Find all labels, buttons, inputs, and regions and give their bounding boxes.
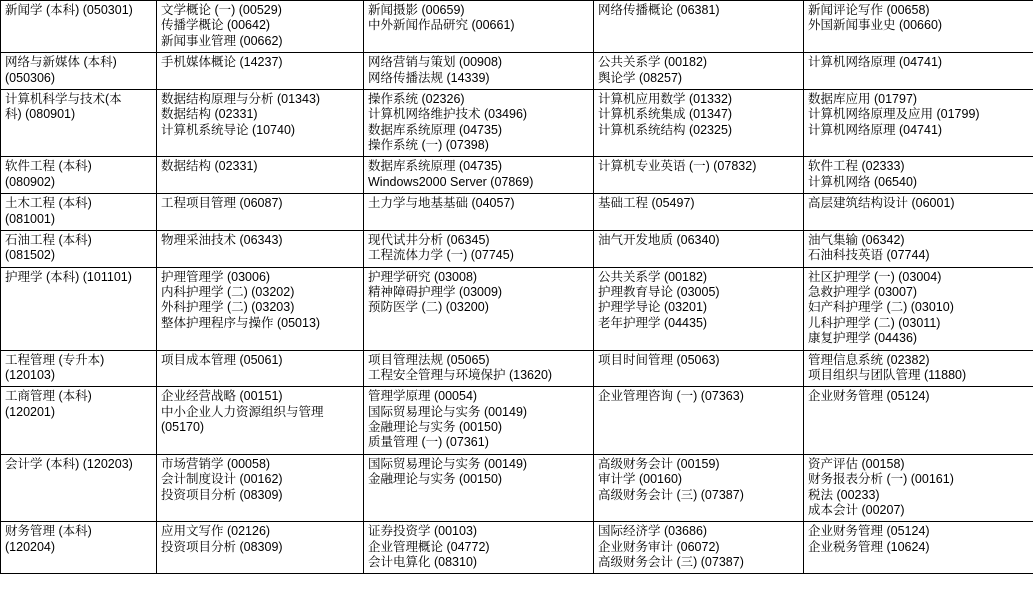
cell-line: 护理学导论 (03201) [598,300,708,315]
cell-line: 操作系统 (02326) [368,91,465,106]
course-cell [157,89,364,157]
course-cell [364,53,594,90]
table-row [1,53,1033,90]
cell-line: 网络传播法规 (14339) [368,70,490,85]
course-cell [364,454,594,522]
cell-line: 护理管理学 (03006) [161,269,271,284]
cell-line: 土木工程 (本科) [5,196,92,211]
major-cell [1,350,157,387]
cell-line: 会计制度设计 (00162) [161,472,283,487]
cell-line: 软件工程 (本科) [5,159,92,174]
major-cell [1,267,157,350]
cell-line: (120201) [5,404,56,419]
cell-line: 工程流体力学 (一) (07745) [368,248,514,263]
course-table-body [1,1,1033,574]
course-cell [804,53,1033,90]
cell-line: 中外新闻作品研究 (00661) [368,18,515,33]
cell-line: (120204) [5,539,56,554]
major-cell [1,1,157,53]
cell-line: 康复护理学 (04436) [808,331,918,346]
course-cell [594,454,804,522]
course-cell [804,1,1033,53]
cell-line: 质量管理 (一) (07361) [368,435,489,450]
cell-line: 高层建筑结构设计 (06001) [808,196,955,211]
cell-line: 市场营销学 (00058) [161,456,271,471]
cell-line: 妇产科护理学 (二) (03010) [808,300,954,315]
course-cell [804,157,1033,194]
course-cell [157,267,364,350]
course-cell [594,350,804,387]
cell-line: 数据库系统原理 (04735) [368,159,503,174]
cell-line: 金融理论与实务 (00150) [368,420,503,434]
cell-line: 高级财务会计 (三) (07387) [598,487,744,502]
cell-line: 数据库系统原理 (04735) [368,122,503,137]
table-row [1,454,1033,522]
cell-line: 财务报表分析 (一) (00161) [808,472,954,487]
table-row [1,89,1033,157]
cell-line: 投资项目分析 (08309) [161,487,283,502]
cell-line: 企业财务管理 (05124) [808,524,930,539]
cell-line: 计算机系统导论 (10740) [161,122,296,137]
cell-line: 精神障碍护理学 (03009) [368,285,503,299]
cell-line: 计算机网络 (06540) [808,174,918,189]
course-cell [804,454,1033,522]
course-cell [364,230,594,267]
course-cell [157,522,364,574]
course-cell [157,53,364,90]
cell-line: 老年护理学 (04435) [598,315,708,330]
course-cell [157,230,364,267]
cell-line: 审计学 (00160) [598,472,683,487]
course-cell [364,89,594,157]
major-cell [1,522,157,574]
cell-line: (081001) [5,211,56,226]
cell-line: 工程管理 (专升本) [5,352,105,367]
cell-line: 操作系统 (一) (07398) [368,138,489,152]
cell-line: 社区护理学 (一) (03004) [808,269,942,284]
cell-line: 油气开发地质 (06340) [598,232,720,247]
course-cell [364,157,594,194]
cell-line: 物理采油技术 (06343) [161,232,283,247]
course-cell [157,387,364,455]
cell-line: 石油工程 (本科) [5,232,92,247]
cell-line: 国际贸易理论与实务 (00149) [368,456,528,471]
course-cell [594,522,804,574]
cell-line: 项目时间管理 (05063) [598,352,720,367]
cell-line: 软件工程 (02333) [808,159,905,174]
cell-line: 文学概论 (一) (00529) [161,3,282,17]
course-cell [364,194,594,231]
cell-line: 应用文写作 (02126) [161,524,271,539]
cell-line: 护理教育导论 (03005) [598,285,720,299]
cell-line: 高级财务会计 (三) (07387) [598,555,744,569]
course-cell [157,1,364,53]
cell-line: 计算机网络维护技术 (03496) [368,107,528,122]
cell-line: 公共关系学 (00182) [598,269,708,284]
cell-line: 金融理论与实务 (00150) [368,472,503,487]
cell-line: 企业经营战略 (00151) [161,389,283,404]
cell-line: 新闻评论写作 (00658) [808,3,930,17]
course-cell [157,454,364,522]
cell-line: 会计电算化 (08310) [368,555,478,569]
cell-line: 网络与新媒体 (本科) [5,55,117,70]
cell-line: 整体护理程序与操作 (05013) [161,315,321,330]
cell-line: 网络传播概论 (06381) [598,3,720,17]
course-cell [157,194,364,231]
cell-line: 管理信息系统 (02382) [808,352,930,367]
cell-line: 新闻学 (本科) (050301) [5,3,133,17]
cell-line: 护理学研究 (03008) [368,269,478,284]
cell-line: 计算机应用数学 (01332) [598,91,733,106]
cell-line: 传播学概论 (00642) [161,18,271,33]
cell-line: 高级财务会计 (00159) [598,456,720,471]
course-cell [364,1,594,53]
course-cell [594,157,804,194]
cell-line: 计算机网络原理及应用 (01799) [808,107,980,122]
table-row [1,350,1033,387]
course-cell [594,267,804,350]
cell-line: 工商管理 (本科) [5,389,92,404]
cell-line: 项目组织与团队管理 (11880) [808,367,967,382]
cell-line: 科) (080901) [5,107,76,122]
cell-line: 计算机系统集成 (01347) [598,107,733,122]
cell-line: 手机媒体概论 (14237) [161,55,283,70]
cell-line: 工程项目管理 (06087) [161,196,283,211]
cell-line: (050306) [5,70,56,85]
course-cell [157,350,364,387]
table-row [1,522,1033,574]
course-cell [594,230,804,267]
cell-line: 项目成本管理 (05061) [161,352,283,367]
cell-line: 急救护理学 (03007) [808,285,918,299]
course-cell [157,157,364,194]
cell-line: 护理学 (本科) (101101) [5,269,132,284]
course-cell [804,89,1033,157]
cell-line: Windows2000 Server (07869) [368,174,534,189]
cell-line: 税法 (00233) [808,487,880,502]
cell-line: 国际经济学 (03686) [598,524,708,539]
cell-line: 成本会计 (00207) [808,502,905,517]
table-row [1,230,1033,267]
table-row [1,194,1033,231]
cell-line: 计算机网络原理 (04741) [808,55,943,70]
cell-line: 外国新闻事业史 (00660) [808,18,943,33]
cell-line: 数据结构 (02331) [161,159,258,174]
course-cell [804,194,1033,231]
cell-line: 新闻摄影 (00659) [368,3,465,17]
major-cell [1,53,157,90]
cell-line: 工程安全管理与环境保护 (13620) [368,367,553,382]
cell-line: 公共关系学 (00182) [598,55,708,70]
cell-line: 企业税务管理 (10624) [808,539,930,554]
cell-line: 计算机网络原理 (04741) [808,122,943,137]
cell-line: 会计学 (本科) (120203) [5,456,133,471]
cell-line: 企业管理概论 (04772) [368,539,490,554]
cell-line: 油气集输 (06342) [808,232,905,247]
cell-line: 投资项目分析 (08309) [161,539,283,554]
cell-line: 土力学与地基基础 (04057) [368,196,515,211]
course-cell [364,267,594,350]
major-cell [1,89,157,157]
cell-line: 计算机系统结构 (02325) [598,122,733,137]
major-cell [1,387,157,455]
cell-line: 管理学原理 (00054) [368,389,478,404]
cell-line: 计算机专业英语 (一) (07832) [598,159,757,174]
table-row [1,267,1033,350]
cell-line: 数据库应用 (01797) [808,91,918,106]
course-cell [594,194,804,231]
course-cell [594,89,804,157]
table-row [1,157,1033,194]
cell-line: 舆论学 (08257) [598,70,683,85]
course-cell [804,350,1033,387]
major-cell [1,194,157,231]
cell-line: 数据结构 (02331) [161,107,258,122]
cell-line: (080902) [5,174,56,189]
cell-line: 财务管理 (本科) [5,524,92,539]
cell-line: 国际贸易理论与实务 (00149) [368,404,528,419]
cell-line: (120103) [5,367,56,382]
course-cell [804,522,1033,574]
cell-line: 外科护理学 (二) (03203) [161,300,295,315]
course-cell [364,350,594,387]
cell-line: 资产评估 (00158) [808,456,905,471]
cell-line: 数据结构原理与分析 (01343) [161,91,321,106]
course-cell [804,230,1033,267]
major-cell [1,454,157,522]
course-cell [804,267,1033,350]
cell-line: 基础工程 (05497) [598,196,695,211]
major-cell [1,157,157,194]
cell-line: 计算机科学与技术(本 [5,91,122,106]
cell-line: (05170) [161,420,205,434]
cell-line: 中小企业人力资源组织与管理 [161,404,324,419]
cell-line: 新闻事业管理 (00662) [161,33,283,48]
cell-line: (081502) [5,248,56,263]
cell-line: 企业管理咨询 (一) (07363) [598,389,744,404]
course-cell [594,53,804,90]
cell-line: 儿科护理学 (二) (03011) [808,315,941,330]
table-row [1,387,1033,455]
cell-line: 企业财务管理 (05124) [808,389,930,404]
course-cell [804,387,1033,455]
cell-line: 现代试井分析 (06345) [368,232,490,247]
major-cell [1,230,157,267]
table-row [1,1,1033,53]
cell-line: 企业财务审计 (06072) [598,539,720,554]
course-cell [594,387,804,455]
cell-line: 石油科技英语 (07744) [808,248,930,263]
cell-line: 项目管理法规 (05065) [368,352,490,367]
cell-line: 预防医学 (二) (03200) [368,300,489,315]
course-cell [364,522,594,574]
cell-line: 内科护理学 (二) (03202) [161,285,295,299]
course-cell [364,387,594,455]
cell-line: 证券投资学 (00103) [368,524,478,539]
course-cell [594,1,804,53]
cell-line: 网络营销与策划 (00908) [368,55,503,70]
